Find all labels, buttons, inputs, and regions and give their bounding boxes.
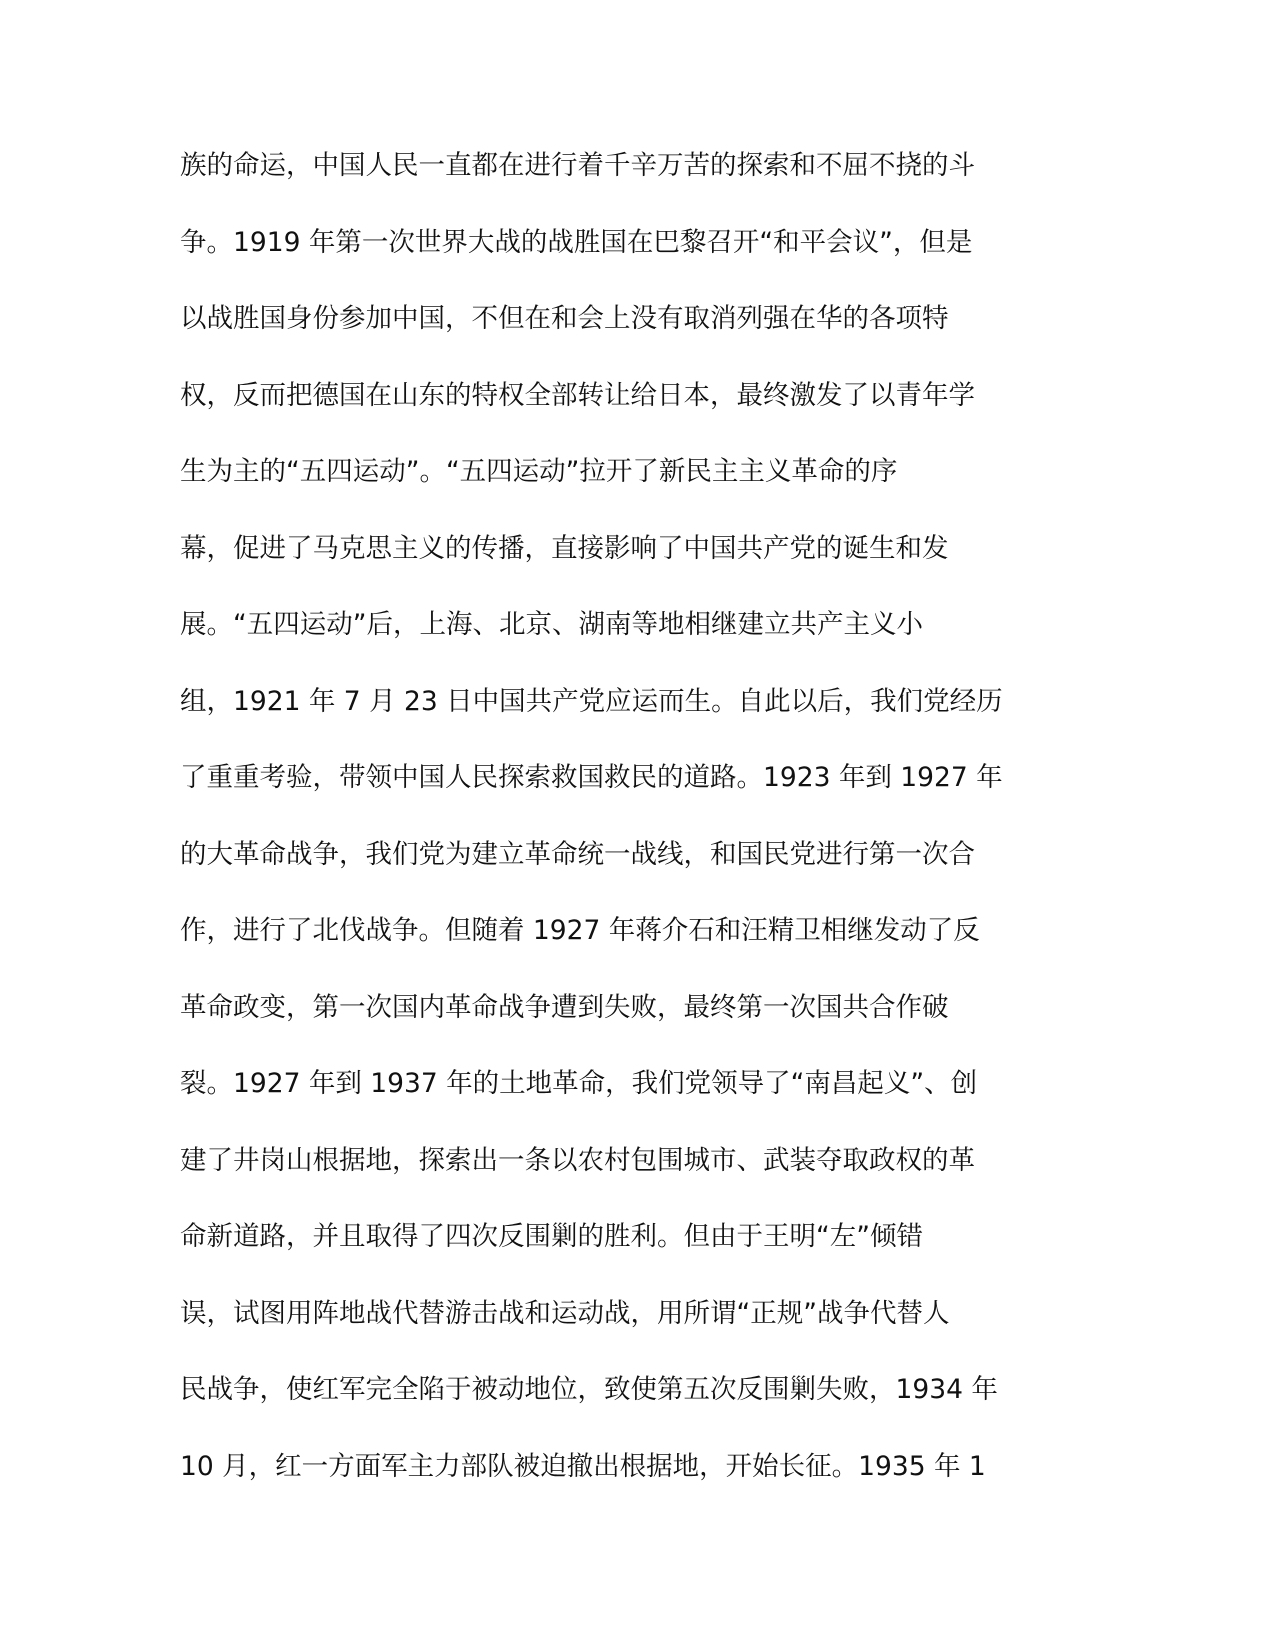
text-line: 的大革命战争，我们党为建立革命统一战线，和国民党进行第一次合 [180, 838, 975, 870]
text-line: 以战胜国身份参加中国，不但在和会上没有取消列强在华的各项特 [180, 303, 949, 334]
text-line: 作，进行了北伐战争。但随着 1927 年蒋介石和汪精卫相继发动了反 [180, 915, 980, 946]
text-line: 误，试图用阵地战代替游击战和运动战，用所谓“正规”战争代替人 [180, 1297, 950, 1329]
text-line: 民战争，使红军完全陷于被动地位，致使第五次反围剿失败，1934 年 [180, 1374, 998, 1405]
body-text [180, 142, 1060, 1519]
text-line: 建了井岗山根据地，探索出一条以农村包围城市、武装夺取政权的革 [180, 1144, 975, 1176]
text-line: 组，1921 年 7 月 23 日中国共产党应运而生。自此以后，我们党经历 [180, 685, 1003, 717]
text-line: 争。1919 年第一次世界大战的战胜国在巴黎召开“和平会议”，但是 [180, 226, 973, 258]
text-line: 生为主的“五四运动”。“五四运动”拉开了新民主主义革命的序 [180, 456, 898, 487]
text-line: 展。“五四运动”后，上海、北京、湖南等地相继建立共产主义小 [180, 609, 923, 640]
text-line: 了重重考验，带领中国人民探索救国救民的道路。1923 年到 1927 年 [180, 762, 1003, 793]
text-line: 命新道路，并且取得了四次反围剿的胜利。但由于王明“左”倾错 [180, 1221, 923, 1252]
text-line: 幕，促进了马克思主义的传播，直接影响了中国共产党的诞生和发 [180, 532, 949, 564]
text-line: 革命政变，第一次国内革命战争遭到失败，最终第一次国共合作破 [180, 991, 949, 1023]
text-line: 裂。1927 年到 1937 年的土地革命，我们党领导了“南昌起义”、创 [180, 1068, 978, 1099]
text-line: 权，反而把德国在山东的特权全部转让给日本，最终激发了以青年学 [180, 379, 975, 411]
text-line: 10 月，红一方面军主力部队被迫撤出根据地，开始长征。1935 年 1 [180, 1450, 986, 1482]
text-line: 族的命运，中国人民一直都在进行着千辛万苦的探索和不屈不挠的斗 [180, 150, 975, 181]
